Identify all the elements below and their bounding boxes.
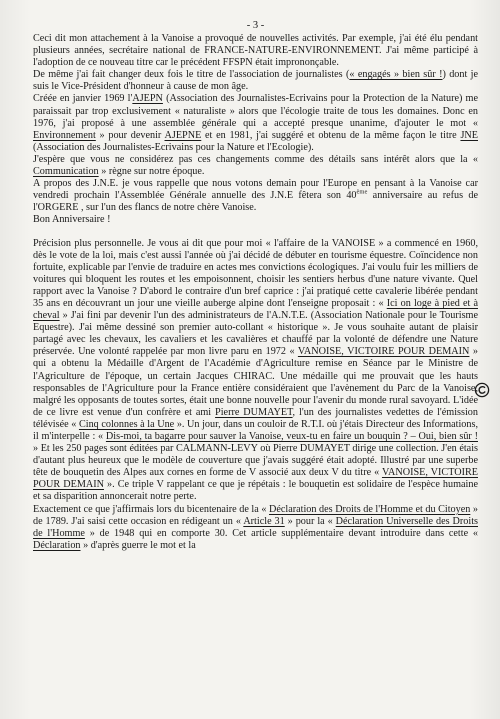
paragraph-bon-anniversaire: Bon Anniversaire !: [33, 214, 111, 226]
text-segment: » d'après guerre le mot et la: [80, 539, 196, 551]
underlined-word-environnement: Environnement: [33, 129, 96, 141]
underlined-book-title-repeat: VANOISE, VICTOIRE POUR DEMAIN: [33, 467, 478, 491]
underlined-tv-show-title: Cinq colonnes à la Une: [78, 418, 175, 430]
underlined-acronym-ajepne: AJEPNE: [164, 129, 202, 141]
page-number: - 3 -: [246, 20, 265, 31]
text-segment: Précision plus personnelle. Je vous ai dit que pour moi « l'affaire de la VANOISE » a commencé en 1960, dès le vote de la loi, mais c'est aussi l'année où j'ai décidé de débuter en tourisme équestre. Coïncidence non fortuite, explicable par l'envie de traduire en actes mes convictions écologiques. J'ai voulu fuir les milliers de voitures qui bloquent les routes et les empoisonnent, choisir les sentiers herbus d'une nature vivante. Quel rapport avec la Vanoise ? D'abord le contraire d'un bref caprice : j'ai pratiqué cette cavalerie libérée pendant 35 ans en découvrant un jour une vieille auberge alpine dont l'enseigne proposait : «: [33, 237, 478, 309]
underlined-declaration-universelle: Déclaration Universelle des Droits de l'Homme: [33, 515, 478, 539]
underlined-article-31: Article 31: [243, 515, 285, 527]
text-segment: (Association des Journalistes-Ecrivains pour la Nature et l'Ecologie).: [33, 141, 314, 153]
text-segment: A propos des J.N.E. je vous rappelle que nous votons demain pour l'Europe en pensant à la Vanoise car vendredi prochain l'Assemblée Générale annuelle des J.N.E fêtera son 40: [33, 178, 478, 202]
text-segment: J'espère que vous ne considérez pas ces changements comme des détails sans intérêt alors que la «: [33, 153, 478, 165]
text-segment: anniversaire au refus de l'ORGERE , sur l'un des flancs de notre chère Vanoise.: [33, 190, 479, 214]
text-segment: et en 1981, j'ai suggéré et obtenu de la même façon le titre: [201, 129, 461, 141]
text-segment: , l'un des journalistes vedettes de l'émission télévisée «: [33, 406, 478, 430]
underlined-dialogue-quote: Dis-moi, ta bagarre pour sauver la Vanoise, veux-tu en faire un bouquin ? – Oui, bien sûr !: [105, 431, 478, 442]
paragraph-declaration-droits: [33, 504, 478, 552]
text-segment: » Et les 250 pages sont éditées par CALMANN-LEVY où Pierre DUMAYET dirige une collection. J'en étais d'autant plus heureux que le modèle de couverture que j'avais suggéré était adopté. Illustré par une superbe tête de bouquetin des Alpes aux cornes en forme de V associé aux deux V du titre «: [33, 443, 478, 479]
circled-c-margin-icon: [474, 382, 490, 398]
text-segment: Créée en janvier 1969 l': [33, 93, 133, 105]
underlined-phrase-engages: « engagés » bien sûr !: [349, 69, 443, 81]
paragraph-journalists-association: [33, 69, 478, 93]
text-segment: ) dont je suis le Vice-Président d'honneur à cause de mon âge.: [33, 69, 479, 93]
underlined-declaration-1789: Déclaration des Droits de l'Homme et du Citoyen: [268, 503, 471, 515]
text-segment: ». Ce triple V rappelant ce que je répétais : le bouquetin est solidaire de l'espèce humaine et sa disparition annoncerait notre perte.: [33, 479, 478, 503]
paragraph-ajepn-history: [33, 93, 478, 153]
text-segment: » de 1948 qui en comporte 30. Cet article supplémentaire devant introduire dans cette «: [84, 527, 478, 539]
text-segment: » pour la «: [284, 515, 336, 527]
superscript-eme: ème: [356, 188, 368, 196]
text-segment: (Association des Journalistes-Ecrivains pour la Protection de la Nature) me paraissait par trop exclusivement « naturaliste » alors que l'écologie traite de tous les domaines. Donc en 1976, j'ai proposé à une assemblée générale qui a accepté presque unanime, d'ajouter le mot «: [33, 93, 478, 129]
underlined-name-pierre-dumayet: Pierre DUMAYET: [215, 406, 293, 418]
text-segment: » qui a obtenu la Médaille d'Argent de l'Académie d'Agriculture remise en Séance par le Ministre de l'Agriculture de l'époque, un certain Jacques CHIRAC. Une médaille qui me prouvait que les hauts responsables de l'Agriculture pour la France entière considéraient que l'avènement du Parc de la Vanoise, malgré les opposants de toutes sortes, était une bonne nouvelle pour l'avenir du monde rural savoyard. L'idée de ce livre est venue d'un confrère et ami: [33, 346, 479, 418]
text-segment: De même j'ai fait changer deux fois le titre de l'association de journalistes (: [33, 69, 350, 81]
paragraph-vanoise-activities: Ceci dit mon attachement à la Vanoise a provoqué de nouvelles activités. Par exemple, j'ai été élu pendant plusieurs années, secrétaire national de FRANCE-NATURE-ENVIRONNEMENT. J'ai même participé à l'adoption de ce nouveau titre car le précédent FFSPN était imprononçable.: [33, 33, 478, 69]
underlined-book-title: VANOISE, VICTOIRE POUR DEMAIN: [297, 346, 470, 358]
underlined-acronym-jne: JNE: [460, 129, 478, 141]
underlined-word-communication: Communication: [33, 166, 99, 178]
paragraph-personal-precision: [33, 238, 478, 504]
paragraph-communication: [33, 154, 478, 178]
underlined-phrase-auberge-sign: Ici on loge à pied et à cheval: [33, 297, 478, 322]
text-segment: ». Un jour, dans un couloir de R.T.I. où j'étais Directeur des Informations, il m'interpelle : «: [33, 418, 479, 442]
text-segment: » de 1789. J'ai saisi cette occasion en rédigeant un «: [33, 503, 479, 527]
underlined-word-declaration: Déclaration: [33, 539, 81, 551]
text-segment: » J'ai fini par devenir l'un des administrateurs de l'A.N.T.E. (Association Nationale pour le Tourisme Equestre). J'ai même dessiné son premier auto-collant « historique ». Je vous souhaite autant de plaisir partagé avec les chevaux, les cavaliers et les cavalières et chauffé par la volonté de défendre une Nature préservée. Une volonté rappelée par mon livre paru en 1972 «: [33, 310, 478, 358]
text-segment: Exactement ce que j'affirmais lors du bicentenaire de la «: [33, 503, 269, 515]
text-segment: » pour devenir: [95, 129, 165, 141]
paragraph-spacer: [33, 227, 478, 238]
underlined-acronym-ajepn: AJEPN: [132, 93, 163, 105]
text-segment: » règne sur notre époque.: [98, 166, 205, 178]
paragraph-jne-anniversary: [33, 178, 478, 214]
